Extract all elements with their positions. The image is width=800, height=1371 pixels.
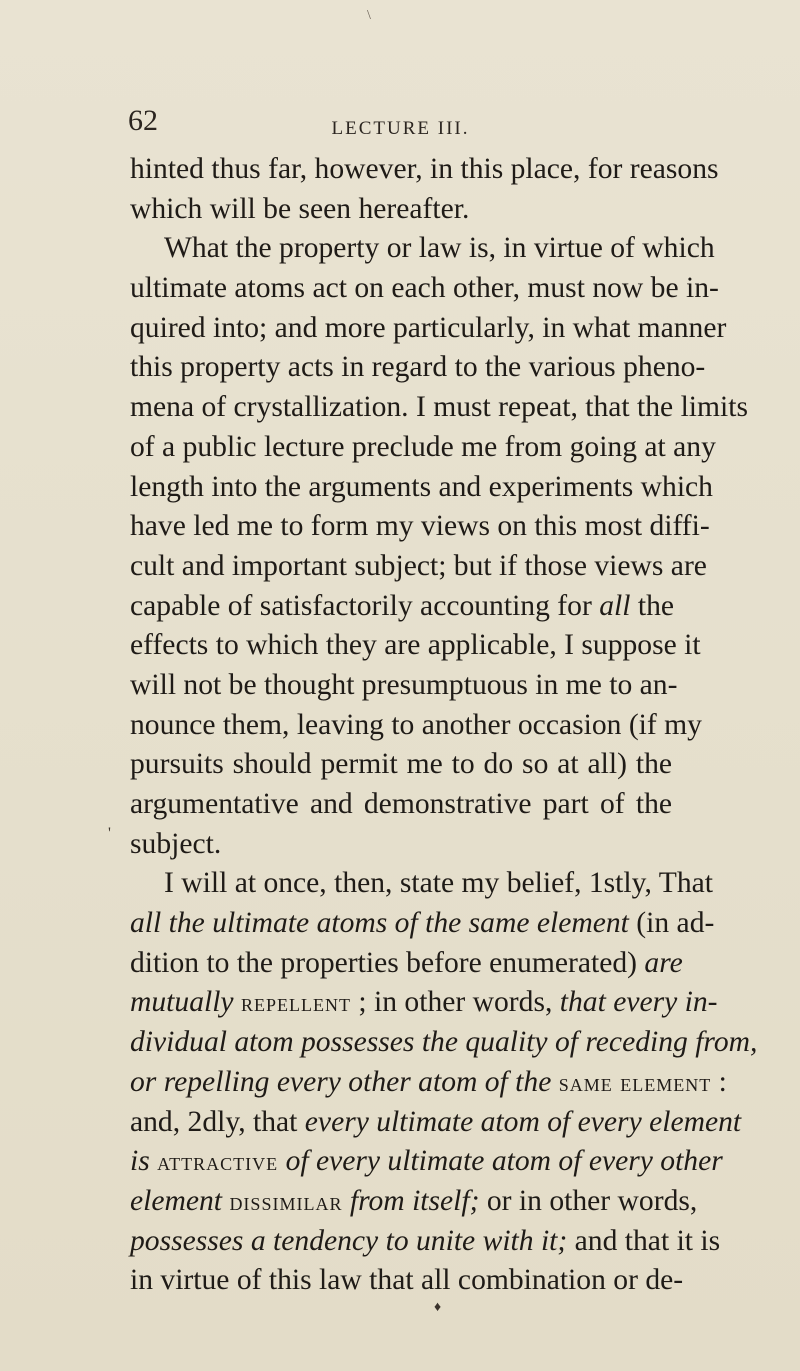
text-line-10: have led me to form my views on this most diffi- bbox=[130, 510, 710, 543]
text-line-6: this property acts in regard to the various pheno- bbox=[130, 351, 706, 384]
text-line-19: I will at once, then, state my belief, 1stly, That bbox=[164, 867, 713, 900]
text-line-28: possesses a tendency to unite with it; and that it is bbox=[130, 1224, 721, 1257]
text-line-7: mena of crystallization. I must repeat, that the limits bbox=[130, 391, 749, 424]
text-line-25: and, 2dly, that every ultimate atom of every element bbox=[130, 1105, 742, 1138]
text-line-27: element dissimilar from itself; or in other words, bbox=[130, 1184, 698, 1217]
text-line-16: pursuits should permit me to do so at all) the bbox=[130, 748, 672, 781]
text-line-29: in virtue of this law that all combination or de- bbox=[130, 1264, 684, 1297]
text-line-11: cult and important subject; but if those views are bbox=[130, 549, 707, 582]
margin-mark: ' bbox=[108, 825, 111, 842]
text-line-3: What the property or law is, in virtue of which bbox=[164, 232, 715, 265]
text-line-17: argumentative and demonstrative part of the bbox=[130, 788, 672, 820]
text-line-1: hinted thus far, however, in this place, for reasons bbox=[130, 153, 719, 185]
top-edge-mark: \ bbox=[367, 8, 371, 23]
text-line-13: effects to which they are applicable, I suppose it bbox=[130, 629, 701, 662]
text-line-23: dividual atom possesses the quality of receding from, bbox=[130, 1026, 758, 1059]
text-line-8: of a public lecture preclude me from going at any bbox=[130, 430, 716, 463]
text-line-21: dition to the properties before enumerated) are bbox=[130, 946, 683, 979]
text-line-14: will not be thought presumptuous in me to an- bbox=[130, 668, 678, 701]
text-line-18: subject. bbox=[130, 827, 222, 860]
text-line-24: or repelling every other atom of the same element : bbox=[130, 1065, 727, 1098]
text-line-4: ultimate atoms act on each other, must now be in- bbox=[130, 272, 719, 305]
text-line-12: capable of satisfactorily accounting for all the bbox=[130, 589, 675, 622]
text-line-20: all the ultimate atoms of the same element (in ad- bbox=[130, 907, 715, 940]
text-line-9: length into the arguments and experiments which bbox=[130, 470, 713, 503]
text-line-26: is attractive of every ultimate atom of every other bbox=[130, 1145, 723, 1178]
text-line-5: quired into; and more particularly, in what manner bbox=[130, 311, 727, 344]
text-line-15: nounce them, leaving to another occasion (if my bbox=[130, 708, 702, 741]
text-line-2: which will be seen hereafter. bbox=[130, 192, 470, 225]
text-line-22: mutually repellent ; in other words, that every in- bbox=[130, 986, 718, 1019]
page-number: 62 bbox=[128, 104, 158, 137]
italic-word: all bbox=[599, 589, 631, 622]
footer-mark: ♦ bbox=[434, 1300, 442, 1315]
running-head: LECTURE III. bbox=[331, 118, 470, 139]
page-header bbox=[128, 106, 673, 146]
body-text bbox=[130, 150, 758, 1301]
